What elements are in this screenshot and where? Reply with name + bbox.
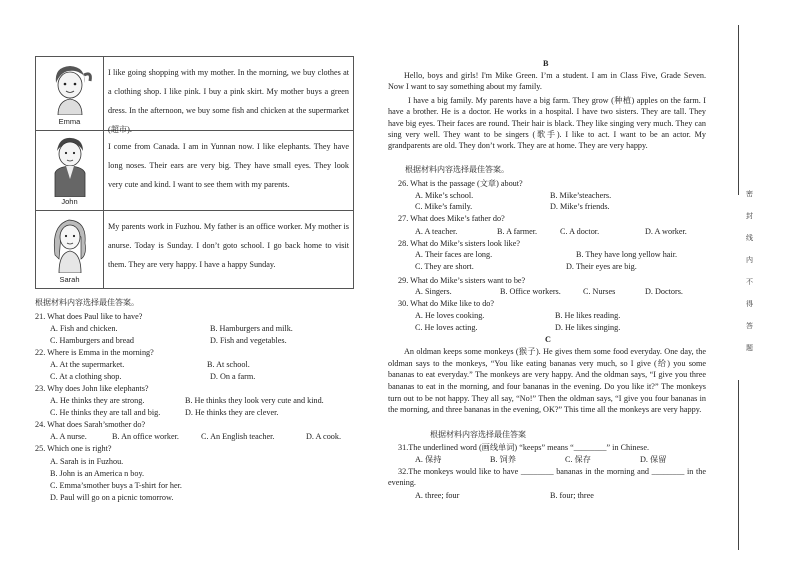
binding-char: 封 [746, 212, 753, 220]
question-32: 32.The monkeys would like to have ________ bananas in the morning and ________ in the evening. [388, 467, 706, 488]
option: B. Office workers. [500, 287, 561, 296]
option: C. 保存 [565, 455, 591, 464]
question-31: 31.The underlined word (画线单词) “keeps” means “________” in Chinese. [398, 443, 650, 452]
option: D. Doctors. [645, 287, 683, 296]
question-28: 28. What do Mike’s sisters look like? [398, 239, 520, 248]
question-26: 26. What is the passage (文章) about? [398, 179, 523, 188]
option: A. Mike’s school. [415, 191, 474, 200]
option: A. 保持 [415, 455, 442, 464]
option: C. At a clothing shop. [50, 372, 122, 381]
question-22: 22. Where is Emma in the morning? [35, 348, 154, 357]
binding-char: 线 [746, 234, 753, 242]
option: B. A farmer. [497, 227, 538, 236]
option: B. They have long yellow hair. [576, 250, 678, 259]
binding-char: 不 [746, 278, 753, 286]
option: D. A cook. [306, 432, 342, 441]
section-c-title: C [545, 335, 551, 344]
table-row [36, 57, 353, 135]
option: D. Their eyes are big. [566, 262, 637, 271]
binding-char: 题 [746, 344, 753, 352]
person-name: Sarah [59, 274, 80, 284]
table-row [36, 211, 353, 288]
option: A. Singers. [415, 287, 452, 296]
question-25: 25. Which one is right? [35, 444, 112, 453]
option: A. Fish and chicken. [50, 324, 118, 333]
emma-picture [36, 57, 104, 130]
option: D. Fish and vegetables. [210, 336, 287, 345]
option: A. He thinks they are strong. [50, 396, 145, 405]
option: A. A nurse. [50, 432, 87, 441]
option: B. At school. [207, 360, 250, 369]
question-29: 29. What do Mike’s sisters want to be? [398, 276, 526, 285]
option: C. Emma’smother buys a T-shirt for her. [50, 481, 182, 490]
question-21: 21. What does Paul like to have? [35, 312, 143, 321]
passage-b-paragraph-2: I have a big family. My parents have a big farm. They grow (种植) apples on the farm. I have a brother. He is a doctor. He works in a hospital. I have two sisters. They are tall. They have big eyes. Their faces are round. Their hair is black. They like singing very much. They can sing very well. They want to be singers (歌手). I like to act. I want to be an actor. My grandparents are old. They don’t work. They are at home. They are very happy. [388, 96, 706, 151]
boy-cartoon-icon [47, 135, 93, 197]
option: B. An office worker. [112, 432, 179, 441]
question-23: 23. Why does John like elephants? [35, 384, 149, 393]
option: D. Mike’s friends. [550, 202, 610, 211]
table-row [36, 131, 353, 211]
option: D. Paul will go on a picnic tomorrow. [50, 493, 174, 502]
option: A. Their faces are long. [415, 250, 493, 259]
option: C. A doctor. [560, 227, 600, 236]
question-27: 27. What does Mike’s father do? [398, 214, 505, 223]
option: C. They are short. [415, 262, 474, 271]
binding-char: 得 [746, 300, 753, 308]
option: D. On a farm. [210, 372, 256, 381]
option: B. Hamburgers and milk. [210, 324, 293, 333]
person-name: Emma [58, 116, 81, 126]
question-24: 24. What does Sarah’smother do? [35, 420, 146, 429]
passage-c: An oldman keeps some monkeys (猴子). He gives them some food everyday. One day, the oldman says to the monkeys, “You like eating bananas very much, so I give (给) you some bananas to eat everyday.” The monkeys are very happy. And the oldman says, “I give you three bananas to eat in the morning, and four bananas in the evening. Do you like it?” The monkeys turn out to be not happy. They all say, “No!” Then the oldman says, “I give you four bananas in the morning, and three bananas in the evening, OK?” This time all the monkeys are very happy. [388, 347, 706, 415]
john-picture [36, 131, 104, 210]
option: C. He thinks they are tall and big. [50, 408, 161, 417]
girl-long-hair-icon [47, 215, 93, 273]
instruction: 根据材料内容选择最佳答案。 [405, 165, 509, 174]
option: B. four; three [550, 491, 594, 500]
binding-char: 答 [746, 322, 753, 330]
option: C. Hamburgers and bread [50, 336, 134, 345]
option: B. He likes reading. [555, 311, 621, 320]
binding-line-top [738, 25, 739, 195]
option: A. Sarah is in Fuzhou. [50, 457, 124, 466]
option: A. three; four [415, 491, 460, 500]
option: A. At the supermarket. [50, 360, 125, 369]
option: B. Mike’steachers. [550, 191, 612, 200]
instruction: 根据材料内容选择最佳答案 [430, 430, 526, 439]
instruction: 根据材料内容选择最佳答案。 [35, 298, 139, 307]
info-table [35, 56, 354, 289]
option: D. 保留 [640, 455, 667, 464]
person-text: I like going shopping with my mother. In the morning, we buy clothes at a clothing shop. I like pink. I buy a pink skirt. My mother buys a green dress. In the afternoon, we buy some fish and chicken at the supermarket (超市). [108, 68, 349, 135]
passage-b-paragraph-1: Hello, boys and girls! I'm Mike Green. I’m a student. I am in Class Five, Grade Seven. Now I want to say something about my family. [388, 71, 706, 92]
option: D. He thinks they are clever. [185, 408, 279, 417]
person-name: John [61, 196, 78, 206]
question-30: 30. What do Mike like to do? [398, 299, 495, 308]
option: A. He loves cooking. [415, 311, 485, 320]
girl-cartoon-icon [46, 61, 94, 115]
section-b-title: B [543, 59, 549, 68]
person-text: I come from Canada. I am in Yunnan now. I like elephants. They have long noses. Their ears are very big. They have small eyes. They look very cute and kind. I want to see them with my parents. [108, 142, 349, 190]
option: D. A worker. [645, 227, 687, 236]
option: D. He likes singing. [555, 323, 621, 332]
option: C. He loves acting. [415, 323, 478, 332]
option: B. He thinks they look very cute and kind. [185, 396, 324, 405]
binding-line-bottom [738, 380, 739, 550]
sarah-picture [36, 211, 104, 288]
option: C. Nurses [583, 287, 616, 296]
option: B. John is an America n boy. [50, 469, 145, 478]
person-text: My parents work in Fuzhou. My father is an office worker. My mother is anurse. Today is Sunday. I don’t goto school. I go back home to visit them. They are very happy. I have a happy Sunday. [108, 222, 349, 270]
binding-char: 密 [746, 190, 753, 198]
option: A. A teacher. [415, 227, 458, 236]
option: B. 饲养 [490, 455, 516, 464]
binding-char: 内 [746, 256, 753, 264]
option: C. Mike’s family. [415, 202, 473, 211]
option: C. An English teacher. [201, 432, 275, 441]
